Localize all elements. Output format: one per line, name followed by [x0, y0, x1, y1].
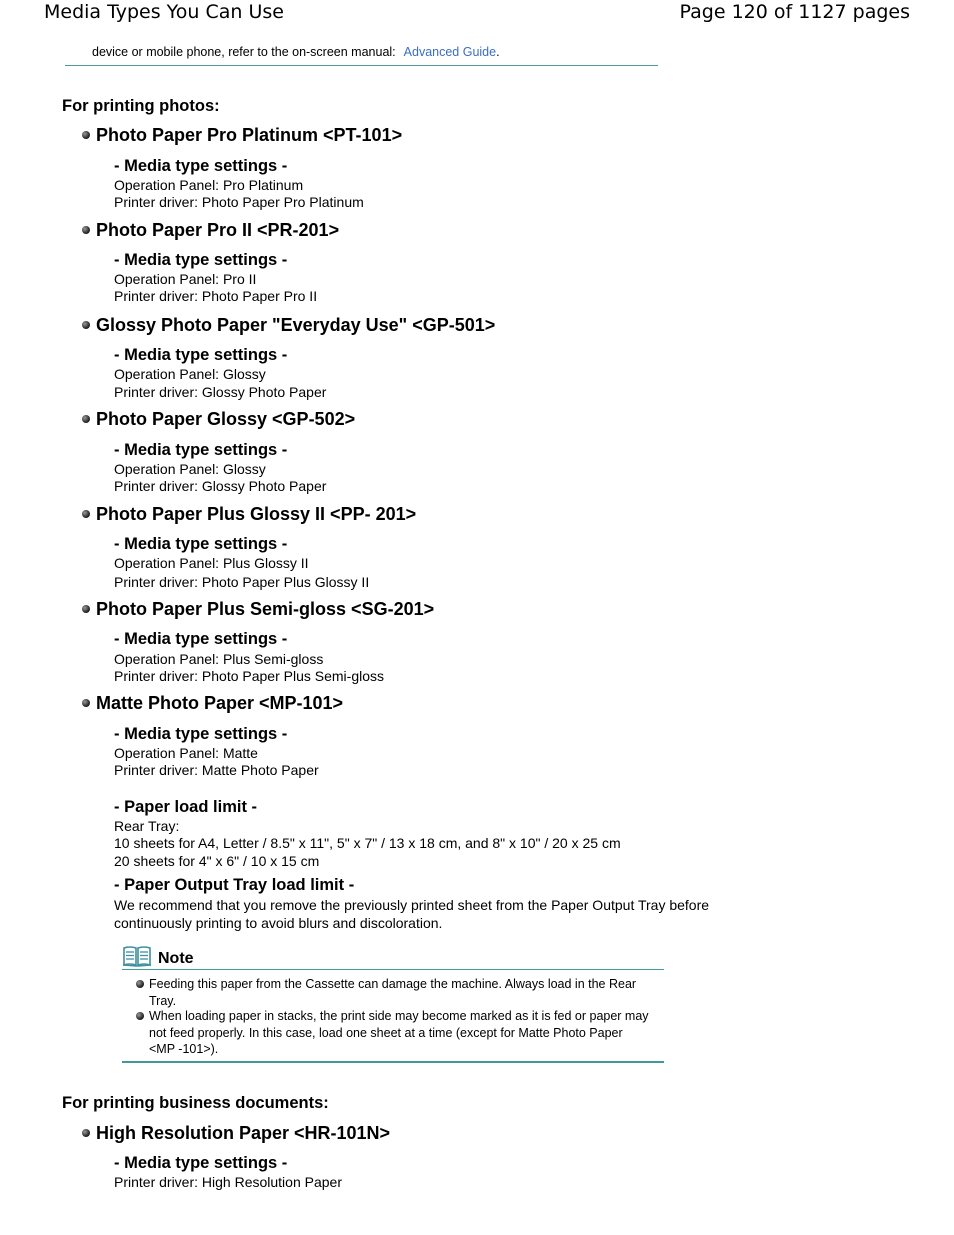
media-type-settings-heading: - Media type settings - — [114, 535, 288, 553]
top-note-text: device or mobile phone, refer to the on-screen manual: — [92, 45, 396, 59]
note-title: Note — [158, 950, 194, 967]
top-note — [92, 44, 500, 60]
bullet-icon — [82, 1129, 90, 1137]
bullet-icon — [82, 131, 90, 139]
bullet-icon — [82, 605, 90, 613]
media-type-settings-heading: - Media type settings - — [114, 251, 288, 269]
load-limit-line: 10 sheets for A4, Letter / 8.5" x 11", 5" x 7" / 13 x 18 cm, and 8" x 10" / 20 x 25 cm — [114, 835, 621, 851]
media-type-settings-heading: - Media type settings - — [114, 346, 288, 364]
note-divider — [122, 969, 664, 970]
media-type-settings-heading: - Media type settings - — [114, 157, 288, 175]
top-divider — [65, 65, 658, 66]
book-icon — [122, 945, 152, 967]
page-header-title: Media Types You Can Use — [44, 1, 284, 23]
paper-load-limit-heading: - Paper load limit - — [114, 798, 258, 816]
note-bottom-divider — [122, 1061, 664, 1063]
media-type-settings-heading: - Media type settings - — [114, 630, 288, 648]
bullet-icon — [136, 1012, 144, 1020]
operation-panel-setting: Operation Panel: Pro II — [114, 271, 257, 287]
operation-panel-setting: Operation Panel: Matte — [114, 745, 258, 761]
bullet-icon — [82, 226, 90, 234]
item-heading: Photo Paper Glossy <GP-502> — [82, 408, 355, 430]
item-heading: High Resolution Paper <HR-101N> — [82, 1122, 390, 1144]
printer-driver-setting: Printer driver: Photo Paper Plus Glossy II — [114, 574, 370, 590]
operation-panel-setting: Operation Panel: Glossy — [114, 461, 266, 477]
top-note-tail: . — [496, 45, 500, 59]
operation-panel-setting: Operation Panel: Plus Glossy II — [114, 555, 309, 571]
item-heading: Photo Paper Pro II <PR-201> — [82, 219, 339, 241]
note-item: When loading paper in stacks, the print side may become marked as it is fed or paper may not feed properly. In this case, load one sheet at a time (except for Matte Photo Paper <MP -101>). — [136, 1008, 651, 1058]
bullet-icon — [82, 415, 90, 423]
printer-driver-setting: Printer driver: Photo Paper Pro Platinum — [114, 194, 364, 210]
section-heading-photos: For printing photos: — [62, 97, 220, 115]
media-type-settings-heading: - Media type settings - — [114, 441, 288, 459]
item-heading: Matte Photo Paper <MP-101> — [82, 692, 343, 714]
printer-driver-setting: Printer driver: Photo Paper Pro II — [114, 288, 318, 304]
printer-driver-setting: Printer driver: Glossy Photo Paper — [114, 478, 327, 494]
advanced-guide-link[interactable]: Advanced Guide — [403, 45, 497, 59]
printer-driver-setting: Printer driver: Matte Photo Paper — [114, 762, 319, 778]
item-heading: Glossy Photo Paper "Everyday Use" <GP-501> — [82, 314, 495, 336]
section-heading-business: For printing business documents: — [62, 1094, 329, 1112]
load-limit-rear-tray: Rear Tray: — [114, 818, 180, 834]
operation-panel-setting: Operation Panel: Plus Semi-gloss — [114, 651, 324, 667]
item-heading: Photo Paper Pro Platinum <PT-101> — [82, 124, 402, 146]
bullet-icon — [136, 980, 144, 988]
media-type-settings-heading: - Media type settings - — [114, 725, 288, 743]
operation-panel-setting: Operation Panel: Glossy — [114, 366, 266, 382]
note-box — [122, 944, 664, 1062]
printer-driver-setting: Printer driver: High Resolution Paper — [114, 1174, 342, 1190]
item-heading: Photo Paper Plus Semi-gloss <SG-201> — [82, 598, 434, 620]
bullet-icon — [82, 699, 90, 707]
page-number: Page 120 of 1127 pages — [679, 1, 910, 23]
media-type-settings-heading: - Media type settings - — [114, 1154, 288, 1172]
printer-driver-setting: Printer driver: Photo Paper Plus Semi-gloss — [114, 668, 384, 684]
printer-driver-setting: Printer driver: Glossy Photo Paper — [114, 384, 327, 400]
bullet-icon — [82, 321, 90, 329]
bullet-icon — [82, 510, 90, 518]
note-item: Feeding this paper from the Cassette can damage the machine. Always load in the Rear Tray. — [136, 976, 651, 1009]
operation-panel-setting: Operation Panel: Pro Platinum — [114, 177, 304, 193]
output-tray-limit-text: We recommend that you remove the previously printed sheet from the Paper Output Tray before continuously printing to avoid blurs and discoloration. — [114, 897, 710, 931]
item-heading: Photo Paper Plus Glossy II <PP- 201> — [82, 503, 416, 525]
output-tray-limit-heading: - Paper Output Tray load limit - — [114, 876, 355, 894]
load-limit-line: 20 sheets for 4" x 6" / 10 x 15 cm — [114, 853, 320, 869]
